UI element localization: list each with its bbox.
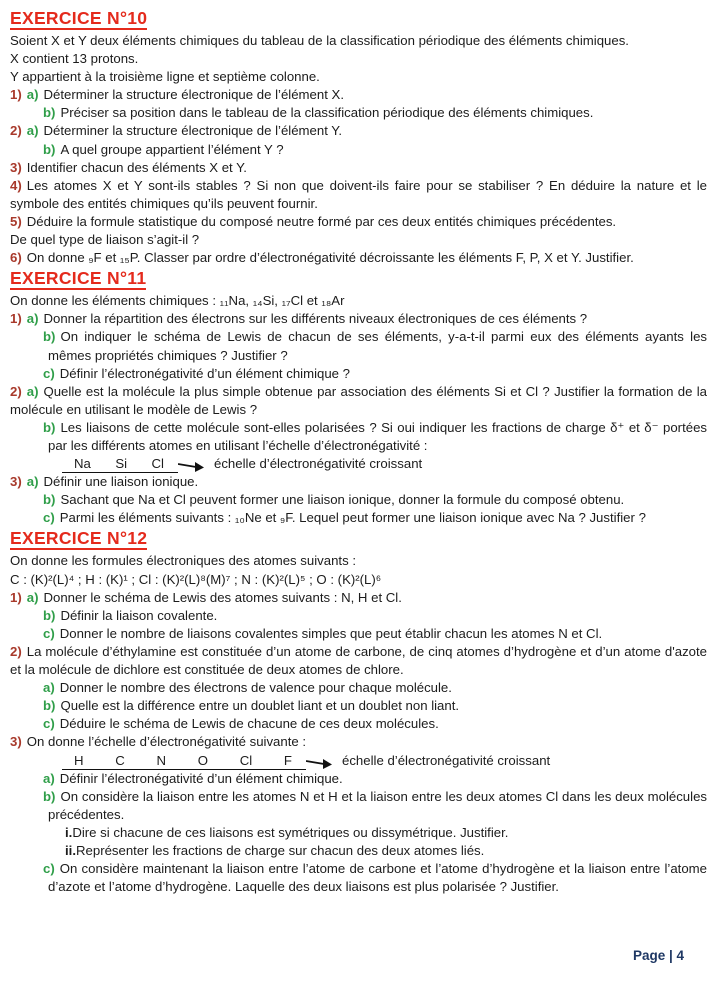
scale-caption: échelle d’électronégativité croissant: [342, 752, 551, 768]
question-letter: c): [43, 716, 55, 732]
exercise-line: [10, 86, 707, 104]
exercise-line: [10, 733, 707, 751]
exercise-line: [10, 159, 707, 177]
scale-label: H: [74, 752, 84, 768]
question-text: Représenter les fractions de charge sur chacun des deux atomes liés.: [76, 842, 485, 858]
exercise-line: [10, 141, 707, 159]
question-letter: a): [26, 311, 39, 327]
section-heading: EXERCICE N°10: [10, 8, 148, 28]
question-number: 2): [10, 643, 22, 659]
question-text: C : (K)²(L)⁴ ; H : (K)¹ ; Cl : (K)²(L)⁸(M)⁷ ; N : (K)²(L)⁵ ; O : (K)²(L)⁶: [10, 571, 382, 587]
section-heading: EXERCICE N°12: [10, 528, 148, 549]
question-text: On donne les éléments chimiques : ₁₁Na, ₁₄Si, ₁₇Cl et ₁₈Ar: [10, 293, 345, 309]
exercise-line: [10, 788, 707, 824]
question-letter: a): [43, 770, 55, 786]
question-text: Dire si chacune de ces liaisons est symétriques ou dissymétrique. Justifier.: [72, 824, 509, 840]
exercise-line: [10, 213, 707, 231]
scale-label: F: [283, 752, 292, 768]
question-number: 4): [10, 177, 22, 193]
question-text: Quelle est la molécule la plus simple obtenue par association des éléments Si et Cl ? Justifier la formation de la molécule en utilisant le modèle de Lewis ?: [10, 383, 707, 417]
exercise-line: [10, 625, 707, 643]
question-number: 5): [10, 213, 22, 229]
question-letter: c): [43, 365, 55, 381]
question-text: Y appartient à la troisième ligne et septième colonne.: [10, 69, 320, 85]
exercise-line: [10, 842, 707, 860]
question-letter: a): [26, 383, 39, 399]
roman-marker: i.: [65, 824, 73, 840]
question-text: Définir l’électronégativité d’un élément chimique.: [59, 770, 343, 786]
scale-caption: échelle d’électronégativité croissant: [214, 456, 423, 472]
document-content: [10, 8, 707, 896]
exercise-section: [10, 528, 707, 896]
scale-label: N: [156, 752, 167, 768]
question-text: Déterminer la structure électronique de l’élément Y.: [43, 123, 343, 139]
question-text: Préciser sa position dans le tableau de la classification périodique des éléments chimiques.: [60, 105, 594, 121]
scale-label: O: [197, 752, 209, 768]
exercise-line: [10, 643, 707, 679]
scale-label: Cl: [239, 752, 253, 768]
question-text: Donner le nombre de liaisons covalentes simples que peut établir chacun les atomes N et Cl.: [59, 625, 603, 641]
scale-label: Na: [74, 456, 91, 472]
question-text: Parmi les éléments suivants : ₁₀Ne et ₉F. Lequel peut former une liaison ionique avec Na ? Justifier ?: [59, 510, 646, 526]
scale-axis: [62, 456, 178, 473]
exercise-section: [10, 8, 707, 267]
question-text: Définir la liaison covalente.: [60, 607, 218, 623]
exercise-line: [10, 50, 707, 68]
section-heading-row: [10, 528, 707, 550]
question-letter: b): [43, 698, 56, 714]
exercise-line: [10, 310, 707, 328]
exercise-line: [10, 473, 707, 491]
page-footer: Page | 4: [632, 948, 684, 963]
question-text: On indiquer le schéma de Lewis de chacun de ses éléments, y-a-t-il parmi eux des éléments ayants les mêmes propriétés chimiques ? Justifier ?: [48, 329, 707, 363]
exercise-section: [10, 268, 707, 527]
question-letter: a): [26, 123, 39, 139]
exercise-line: [10, 571, 707, 589]
question-text: Donner le schéma de Lewis des atomes suivants : N, H et Cl.: [43, 589, 402, 605]
question-text: Déduire le schéma de Lewis de chacune de ces deux molécules.: [59, 716, 439, 732]
exercise-line: [10, 249, 707, 267]
scale-axis: [62, 753, 306, 770]
section-heading: EXERCICE N°11: [10, 268, 147, 289]
question-text: Définir une liaison ionique.: [43, 474, 199, 490]
exercise-line: [10, 697, 707, 715]
exercise-line: [10, 177, 707, 213]
question-text: Identifier chacun des éléments X et Y.: [26, 159, 247, 175]
question-letter: b): [43, 419, 56, 435]
question-text: Donner la répartition des électrons sur les différents niveaux électroniques de ces éléments ?: [43, 311, 588, 327]
scale-label: C: [115, 752, 125, 768]
question-text: On considère la liaison entre les atomes N et H et la liaison entre les deux atomes Cl dans les deux molécules précédentes.: [48, 788, 707, 822]
exercise-line: [10, 679, 707, 697]
question-letter: a): [26, 474, 39, 490]
question-letter: b): [43, 141, 56, 157]
question-letter: b): [43, 105, 56, 121]
exercise-line: [10, 104, 707, 122]
question-letter: b): [43, 788, 56, 804]
scale-label: Cl: [151, 456, 164, 472]
exercise-line: [10, 491, 707, 509]
exercise-line: [10, 607, 707, 625]
exercise-line: [10, 715, 707, 733]
question-text: Définir l’électronégativité d’un élément chimique ?: [59, 365, 351, 381]
question-number: 3): [10, 159, 22, 175]
question-letter: b): [43, 329, 56, 345]
question-text: On considère maintenant la liaison entre l’atome de carbone et l’atome d’hydrogène et la liaison entre l’atome d’azote et l’atome d’hydrogène. Laquelle des deux liaisons est plus polarisée ? Justifier.: [48, 861, 707, 895]
exercise-line: [10, 589, 707, 607]
question-text: La molécule d’éthylamine est constituée d’un atome de carbone, de cinq atomes d’hydrogène et d’un atome d'azote et la molécule de dichlore est constituée de deux atomes de chlore.: [10, 643, 707, 677]
question-letter: b): [43, 492, 56, 508]
question-letter: a): [26, 589, 39, 605]
question-text: On donne les formules électroniques des atomes suivants :: [10, 553, 356, 569]
question-text: A quel groupe appartient l’élément Y ?: [60, 141, 284, 157]
exercise-line: [10, 419, 707, 455]
exercise-line: [10, 552, 707, 570]
question-text: Déduire la formule statistique du composé neutre formé par ces deux entités chimiques précédentes.: [26, 213, 617, 229]
exercise-line: [10, 824, 707, 842]
question-number: 1): [10, 87, 22, 103]
electronegativity-scale: [10, 751, 707, 769]
question-number: 3): [10, 474, 22, 490]
question-letter: c): [43, 510, 55, 526]
question-text: Les liaisons de cette molécule sont-elles polarisées ? Si oui indiquer les fractions de charge δ⁺ et δ⁻ portées par les différents atomes en utilisant l’échelle d’électronégativité :: [48, 419, 707, 453]
question-text: On donne ₉F et ₁₅P. Classer par ordre d’électronégativité décroissante les éléments F, P, X et Y. Justifier.: [26, 250, 634, 266]
electronegativity-scale: [10, 455, 707, 473]
question-number: 2): [10, 383, 22, 399]
section-heading-row: [10, 8, 707, 30]
question-letter: a): [43, 680, 55, 696]
question-text: Quelle est la différence entre un doublet liant et un doublet non liant.: [60, 698, 460, 714]
question-letter: c): [43, 861, 55, 877]
exercise-line: [10, 292, 707, 310]
exercise-line: [10, 365, 707, 383]
question-letter: a): [26, 87, 39, 103]
exercise-line: [10, 122, 707, 140]
exercise-line: [10, 860, 707, 896]
section-heading-row: [10, 268, 707, 290]
question-letter: c): [43, 625, 55, 641]
question-text: Déterminer la structure électronique de l’élément X.: [43, 87, 344, 103]
question-number: 3): [10, 734, 22, 750]
question-number: 1): [10, 311, 22, 327]
question-text: Sachant que Na et Cl peuvent former une liaison ionique, donner la formule du composé obtenu.: [60, 492, 625, 508]
question-text: Les atomes X et Y sont-ils stables ? Si non que doivent-ils faire pour se stabiliser ? En déduire la nature et le symbole des entités chimiques qu’ils peuvent fournir.: [10, 177, 707, 211]
exercise-line: [10, 770, 707, 788]
exercise-line: [10, 328, 707, 364]
exercise-line: [10, 231, 707, 249]
question-text: X contient 13 protons.: [10, 51, 139, 67]
roman-marker: ii.: [65, 842, 76, 858]
scale-label: Si: [115, 456, 128, 472]
exercise-line: [10, 509, 707, 527]
question-letter: b): [43, 607, 56, 623]
exercise-line: [10, 383, 707, 419]
question-text: Donner le nombre des électrons de valence pour chaque molécule.: [59, 680, 452, 696]
exercise-line: [10, 68, 707, 86]
question-number: 1): [10, 589, 22, 605]
question-number: 6): [10, 250, 22, 266]
question-number: 2): [10, 123, 22, 139]
question-text: De quel type de liaison s’agit-il ?: [10, 232, 200, 248]
exercise-line: [10, 32, 707, 50]
question-text: Soient X et Y deux éléments chimiques du tableau de la classification périodique des éléments chimiques.: [10, 33, 629, 48]
question-text: On donne l’échelle d’électronégativité suivante :: [26, 734, 307, 750]
